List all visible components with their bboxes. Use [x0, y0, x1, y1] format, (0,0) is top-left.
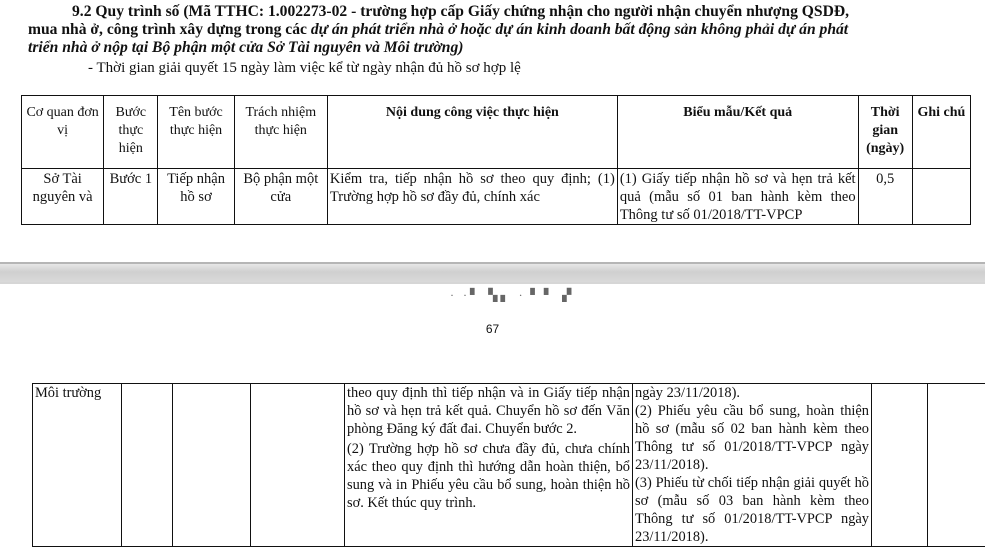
header-forms: Biểu mẫu/Kết quả	[617, 96, 858, 169]
page-top	[0, 0, 985, 262]
procedure-table-continued	[32, 383, 985, 547]
heading-line-2	[28, 21, 973, 39]
procedure-heading	[28, 3, 973, 57]
heading-line-2-plain: mua nhà ở, công trình xây dựng trong các	[28, 21, 311, 38]
forms-paragraph-2: (2) Phiếu yêu cầu bổ sung, hoàn thiện hồ sơ (mẫu số 02 ban hành kèm theo Thông tư số 01/2018/TT-VPCP ngày 23/11/2018).	[635, 402, 869, 474]
header-step-name: Tên bước thực hiện	[158, 96, 234, 169]
header-unit: Cơ quan đơn vị	[22, 96, 104, 169]
procedure-table	[21, 95, 971, 225]
forms-paragraph-3: (3) Phiếu từ chối tiếp nhận giải quyết hồ sơ (mẫu số 03 ban hành kèm theo Thông tư số 01/2018/TT-VPCP ngày 23/11/2018).	[635, 474, 869, 546]
header-note: Ghi chú	[912, 96, 970, 169]
forms-paragraph-1: ngày 23/11/2018).	[635, 384, 869, 402]
heading-line-1: 9.2 Quy trình số (Mã TTHC: 1.002273-02 - trường hợp cấp Giấy chứng nhận cho người nhận chuyển nhượng QSDĐ,	[28, 3, 973, 21]
table-header-row	[22, 96, 971, 169]
cell-content: Kiểm tra, tiếp nhận hồ sơ theo quy định; (1) Trường hợp hồ sơ đầy đủ, chính xác	[327, 169, 617, 225]
processing-time-note: - Thời gian giải quyết 15 ngày làm việc kể từ ngày nhận đủ hồ sơ hợp lệ	[88, 60, 521, 77]
page-break-shadow	[0, 282, 985, 284]
content-paragraph-2: (2) Trường hợp hồ sơ chưa đầy đủ, chưa chính xác theo quy định thì hướng dẫn hoàn thiện, bổ sung và in Phiếu yêu cầu bổ sung, hoàn thiện hồ sơ. Kết thúc quy trình.	[347, 440, 630, 512]
header-content: Nội dung công việc thực hiện	[327, 96, 617, 169]
page-break	[0, 262, 985, 284]
header-time: Thời gian (ngày)	[858, 96, 912, 169]
page-number: 67	[0, 322, 985, 336]
content-paragraph-1: theo quy định thì tiếp nhận và in Giấy tiếp nhận hồ sơ và hẹn trả kết quả. Chuyển hồ sơ đến Văn phòng Đăng ký đất đai. Chuyển bước 2.	[347, 384, 630, 438]
heading-line-3: triển nhà ở nộp tại Bộ phận một cửa Sở Tài nguyên và Môi trường)	[28, 39, 973, 57]
cell-step-continued	[122, 384, 173, 547]
cell-note	[912, 169, 970, 225]
cell-step-name: Tiếp nhận hồ sơ	[158, 169, 234, 225]
cell-forms: (1) Giấy tiếp nhận hồ sơ và hẹn trả kết quả (mẫu số 01 ban hành kèm theo Thông tư số 01/2018/TT-VPCP	[617, 169, 858, 225]
cell-note-continued	[928, 384, 985, 547]
cell-responsibility-continued	[251, 384, 345, 547]
header-step: Bước thực hiện	[104, 96, 158, 169]
cell-time: 0,5	[858, 169, 912, 225]
table-row	[22, 169, 971, 225]
cell-step-name-continued	[173, 384, 251, 547]
cell-forms-continued	[633, 384, 872, 547]
cell-content-continued	[345, 384, 633, 547]
scan-noise: · ·▘ ▚▖ ·▝ ▘ ▞	[450, 288, 574, 303]
cell-unit-continued: Môi trường	[33, 384, 122, 547]
cell-responsibility: Bộ phận một cửa	[234, 169, 327, 225]
heading-line-2-italic: dự án phát triển nhà ở hoặc dự án kinh doanh bất động sản không phải dự án phát	[311, 21, 848, 38]
header-responsibility: Trách nhiệm thực hiện	[234, 96, 327, 169]
cell-time-continued	[872, 384, 928, 547]
table-row	[33, 384, 985, 547]
cell-unit: Sở Tài nguyên và	[22, 169, 104, 225]
cell-step: Bước 1	[104, 169, 158, 225]
